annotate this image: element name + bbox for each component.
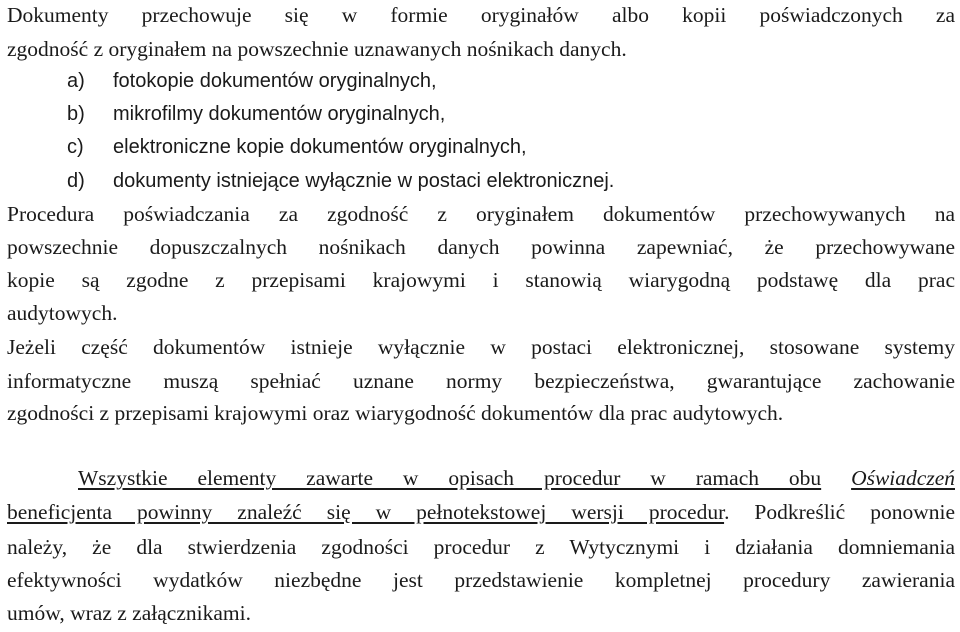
list-item: [67, 165, 614, 199]
list-marker: b): [67, 103, 85, 125]
paragraph2-line1: Procedura poświadczania za zgodność z oryginałem dokumentów przechowywanych na: [7, 202, 955, 226]
underlined-text: beneficjenta powinny znaleźć się w pełnotekstowej wersji procedur: [7, 500, 725, 524]
list-item: [67, 65, 437, 99]
italic-underlined-text: Oświadczeń: [851, 466, 955, 490]
paragraph2-line3: kopie są zgodne z przepisami krajowymi i stanowią wiarygodną podstawę dla prac: [7, 268, 955, 292]
paragraph4-line5: umów, wraz z załącznikami.: [7, 601, 251, 625]
list-item-text: mikrofilmy dokumentów oryginalnych,: [113, 103, 446, 125]
list-item-text: dokumenty istniejące wyłącznie w postaci elektronicznej.: [113, 170, 615, 192]
paragraph4-line3: należy, że dla stwierdzenia zgodności procedur z Wytycznymi i działania domniemania: [7, 535, 955, 559]
paragraph4-line4: efektywności wydatków niezbędne jest przedstawienie kompletnej procedury zawierania: [7, 568, 955, 592]
paragraph3-line1: Jeżeli część dokumentów istnieje wyłącznie w postaci elektronicznej, stosowane systemy: [7, 335, 955, 359]
list-item-text: elektroniczne kopie dokumentów oryginalnych,: [113, 136, 527, 158]
underlined-text: Wszystkie elementy zawarte w opisach procedur w ramach obu: [78, 466, 822, 490]
paragraph1-line1: Dokumenty przechowuje się w formie oryginałów albo kopii poświadczonych za: [7, 3, 955, 27]
paragraph4-line1: [7, 463, 955, 497]
paragraph2-line2: powszechnie dopuszczalnych nośnikach danych powinna zapewniać, że przechowywane: [7, 235, 955, 259]
list-item: [67, 98, 445, 132]
list-item: [67, 131, 527, 165]
list-marker: d): [67, 170, 85, 192]
list-marker: a): [67, 70, 85, 92]
paragraph4-line2-rest: . Podkreślić ponownie: [724, 500, 955, 524]
paragraph4-line2: [7, 497, 955, 531]
paragraph3-line3: zgodności z przepisami krajowymi oraz wiarygodność dokumentów dla prac audytowych.: [7, 401, 784, 425]
list-item-text: fotokopie dokumentów oryginalnych,: [113, 70, 437, 92]
list-marker: c): [67, 136, 84, 158]
paragraph1-line2: zgodność z oryginałem na powszechnie uznawanych nośnikach danych.: [7, 37, 627, 61]
paragraph2-line4: audytowych.: [7, 301, 118, 325]
paragraph3-line2: informatyczne muszą spełniać uznane normy bezpieczeństwa, gwarantujące zachowanie: [7, 369, 955, 393]
